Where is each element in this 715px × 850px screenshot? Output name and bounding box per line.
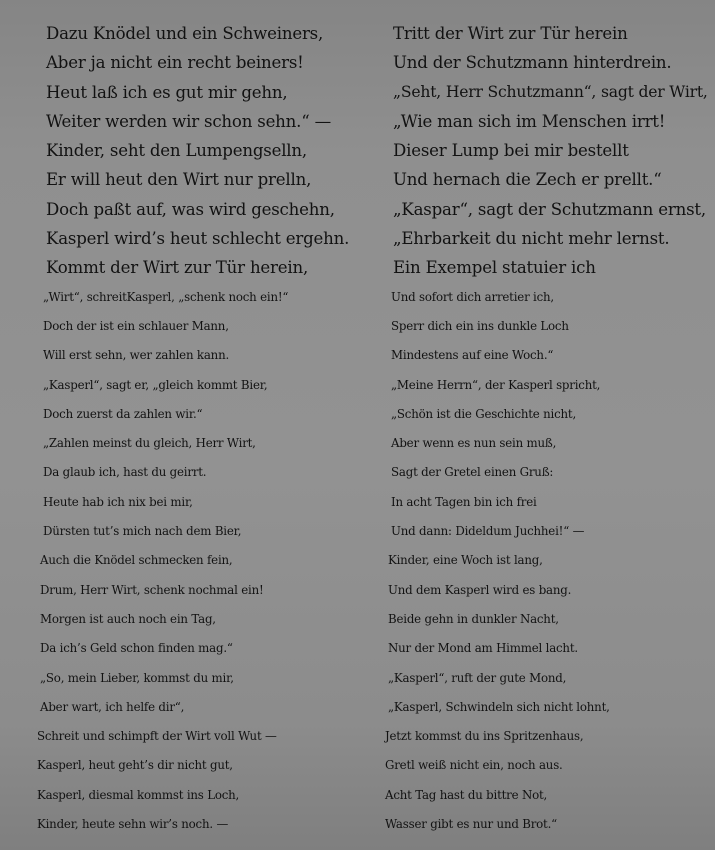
poem-line: Sagt der Gretel einen Gruß: bbox=[391, 465, 554, 480]
poem-line: Doch paßt auf, was wird geschehn, bbox=[46, 199, 335, 219]
poem-line: Da ich’s Geld schon finden mag.“ bbox=[40, 641, 233, 656]
poem-column-right bbox=[385, 19, 711, 839]
poem-line: Will erst sehn, wer zahlen kann. bbox=[43, 348, 230, 363]
poem-line: „Wie man sich im Menschen irrt! bbox=[393, 111, 666, 131]
poem-line: Aber ja nicht ein recht beiners! bbox=[46, 53, 304, 73]
poem-line: Und dem Kasperl wird es bang. bbox=[388, 582, 572, 597]
poem-line: Drum, Herr Wirt, schenk nochmal ein! bbox=[40, 582, 264, 597]
poem-line: „Zahlen meinst du gleich, Herr Wirt, bbox=[43, 436, 256, 451]
poem-line: Mindestens auf eine Woch.“ bbox=[391, 348, 554, 363]
poem-column-left bbox=[37, 19, 376, 839]
poem-line: „Wirt“, schreitKasperl, „schenk noch ein!“ bbox=[43, 289, 289, 304]
poem-line: Doch zuerst da zahlen wir.“ bbox=[43, 406, 203, 421]
poem-line: „Ehrbarkeit du nicht mehr lernst. bbox=[393, 229, 670, 249]
poem-line: Acht Tag hast du bittre Not, bbox=[385, 787, 548, 802]
poem-line: Ein Exempel statuier ich bbox=[393, 258, 596, 278]
poem-line: Kasperl, diesmal kommst ins Loch, bbox=[37, 787, 240, 802]
poem-line: Heute hab ich nix bei mir, bbox=[43, 494, 193, 509]
poem-line: Kasperl, heut geht’s dir nicht gut, bbox=[37, 758, 233, 773]
poem-line: „Kasperl, Schwindeln sich nicht lohnt, bbox=[388, 699, 610, 714]
poem-line: Kinder, heute sehn wir’s noch. — bbox=[37, 817, 229, 832]
poem-line: Tritt der Wirt zur Tür herein bbox=[393, 24, 628, 43]
poem-line: In acht Tagen bin ich frei bbox=[391, 494, 537, 509]
poem-line: Dürsten tut’s mich nach dem Bier, bbox=[43, 524, 242, 539]
poem-line: Doch der ist ein schlauer Mann, bbox=[43, 318, 229, 333]
poem-line: Kinder, eine Woch ist lang, bbox=[388, 553, 543, 568]
poem-line: Und der Schutzmann hinterdrein. bbox=[393, 53, 672, 73]
poem-line: Jetzt kommst du ins Spritzenhaus, bbox=[385, 729, 584, 744]
poem-line: Weiter werden wir schon sehn.“ — bbox=[46, 111, 331, 131]
poem-line: „Schön ist die Geschichte nicht, bbox=[391, 406, 576, 421]
poem-line: Beide gehn in dunkler Nacht, bbox=[388, 611, 559, 626]
poem-line: Dieser Lump bei mir bestellt bbox=[393, 141, 629, 161]
poem-line: Aber wenn es nun sein muß, bbox=[391, 436, 557, 451]
poem-line: Nur der Mond am Himmel lacht. bbox=[388, 641, 578, 656]
poem-line: „Kaspar“, sagt der Schutzmann ernst, bbox=[393, 199, 706, 219]
poem-line: Wasser gibt es nur und Brot.“ bbox=[385, 817, 557, 832]
poem-line: „Kasperl“, sagt er, „gleich kommt Bier, bbox=[43, 377, 268, 392]
poem-line: Er will heut den Wirt nur prelln, bbox=[46, 170, 312, 190]
poem-line: Kinder, seht den Lumpengselln, bbox=[46, 141, 307, 161]
poem-line: Heut laß ich es gut mir gehn, bbox=[46, 82, 288, 102]
poem-line: Morgen ist auch noch ein Tag, bbox=[40, 611, 216, 626]
poem-line: Und sofort dich arretier ich, bbox=[391, 289, 554, 304]
poem-line: Da glaub ich, hast du geirrt. bbox=[43, 465, 207, 480]
poem-line: Gretl weiß nicht ein, noch aus. bbox=[385, 758, 563, 773]
poem-line: „So, mein Lieber, kommst du mir, bbox=[40, 670, 234, 685]
poem-line: Und hernach die Zech er prellt.“ bbox=[393, 170, 662, 190]
poem-line: Auch die Knödel schmecken fein, bbox=[40, 553, 233, 568]
poem-line: Aber wart, ich helfe dir“, bbox=[40, 699, 185, 714]
poem-line: Schreit und schimpft der Wirt voll Wut — bbox=[37, 729, 277, 744]
poem-line: „Seht, Herr Schutzmann“, sagt der Wirt, bbox=[393, 82, 708, 101]
poem-line: Dazu Knödel und ein Schweiners, bbox=[46, 24, 324, 43]
poem-line: „Kasperl“, ruft der gute Mond, bbox=[388, 670, 567, 685]
poem-line: Und dann: Dideldum Juchhei!“ — bbox=[391, 524, 585, 539]
poem-line: Sperr dich ein ins dunkle Loch bbox=[391, 318, 569, 333]
poem-line: Kommt der Wirt zur Tür herein, bbox=[46, 258, 309, 278]
poem-line: Kasperl wird’s heut schlecht ergehn. bbox=[46, 229, 350, 249]
poem-line: „Meine Herrn“, der Kasperl spricht, bbox=[391, 377, 601, 392]
